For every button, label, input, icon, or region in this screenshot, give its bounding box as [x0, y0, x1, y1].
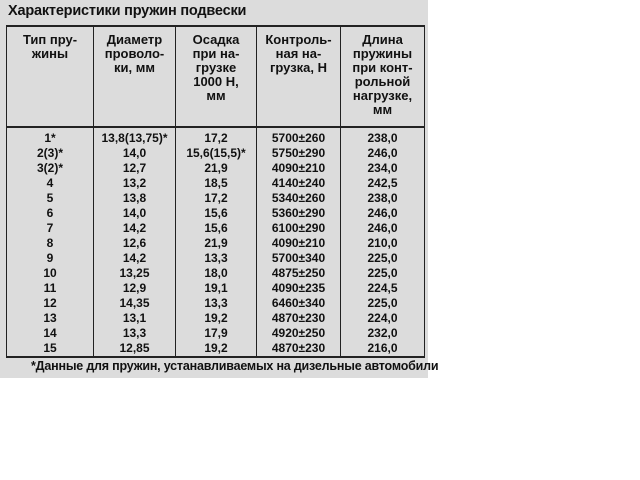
header-wire-diameter: Диаметр проволо- ки, мм — [104, 32, 165, 75]
cell-wire-diameter: 13,1 — [94, 311, 176, 326]
cell-wire-diameter: 13,3 — [94, 326, 176, 341]
table-row — [7, 266, 425, 281]
table-body — [7, 127, 425, 357]
header-spring-length: Длина пружины при конт- рольной нагрузке, мм — [352, 32, 413, 117]
cell-deflection: 13,3 — [176, 296, 257, 311]
cell-spring-length: 216,0 — [341, 341, 425, 357]
cell-deflection: 21,9 — [176, 236, 257, 251]
cell-spring-type: 11 — [7, 281, 94, 296]
table-row — [7, 161, 425, 176]
table-row — [7, 221, 425, 236]
header-spring-type: Тип пру- жины — [22, 32, 78, 61]
cell-spring-type: 1* — [7, 127, 94, 146]
cell-wire-diameter: 14,0 — [94, 206, 176, 221]
cell-deflection: 18,0 — [176, 266, 257, 281]
cell-spring-length: 225,0 — [341, 296, 425, 311]
cell-spring-length: 234,0 — [341, 161, 425, 176]
cell-control-load: 4870±230 — [257, 311, 341, 326]
cell-deflection: 15,6 — [176, 221, 257, 236]
cell-spring-length: 242,5 — [341, 176, 425, 191]
cell-deflection: 21,9 — [176, 161, 257, 176]
table-row — [7, 146, 425, 161]
table-row — [7, 296, 425, 311]
header-control-load: Контроль- ная на- грузка, Н — [265, 32, 332, 75]
header-cell — [94, 26, 176, 127]
header-cell — [7, 26, 94, 127]
cell-deflection: 17,2 — [176, 127, 257, 146]
table-row — [7, 326, 425, 341]
header-row — [7, 26, 425, 127]
cell-spring-type: 7 — [7, 221, 94, 236]
cell-deflection: 13,3 — [176, 251, 257, 266]
table-title: Характеристики пружин подвески — [8, 3, 247, 19]
cell-wire-diameter: 14,2 — [94, 251, 176, 266]
cell-spring-type: 13 — [7, 311, 94, 326]
cell-control-load: 4140±240 — [257, 176, 341, 191]
cell-spring-type: 2(3)* — [7, 146, 94, 161]
cell-spring-type: 12 — [7, 296, 94, 311]
cell-spring-length: 224,0 — [341, 311, 425, 326]
cell-spring-type: 15 — [7, 341, 94, 357]
cell-control-load: 5340±260 — [257, 191, 341, 206]
table-row — [7, 176, 425, 191]
footnote: *Данные для пружин, устанавливаемых на дизельные автомобили — [31, 359, 439, 373]
cell-wire-diameter: 13,8 — [94, 191, 176, 206]
cell-control-load: 4870±230 — [257, 341, 341, 357]
table-row — [7, 281, 425, 296]
table-row — [7, 127, 425, 146]
table-row — [7, 341, 425, 357]
cell-spring-type: 5 — [7, 191, 94, 206]
cell-wire-diameter: 13,2 — [94, 176, 176, 191]
cell-spring-type: 9 — [7, 251, 94, 266]
cell-control-load: 4875±250 — [257, 266, 341, 281]
cell-control-load: 5360±290 — [257, 206, 341, 221]
cell-spring-type: 4 — [7, 176, 94, 191]
cell-control-load: 4090±210 — [257, 161, 341, 176]
cell-spring-type: 8 — [7, 236, 94, 251]
header-cell — [257, 26, 341, 127]
cell-wire-diameter: 14,35 — [94, 296, 176, 311]
cell-control-load: 6460±340 — [257, 296, 341, 311]
cell-wire-diameter: 14,0 — [94, 146, 176, 161]
cell-spring-length: 225,0 — [341, 251, 425, 266]
cell-wire-diameter: 13,8(13,75)* — [94, 127, 176, 146]
springs-table — [6, 25, 425, 358]
cell-spring-length: 210,0 — [341, 236, 425, 251]
cell-deflection: 17,9 — [176, 326, 257, 341]
cell-wire-diameter: 14,2 — [94, 221, 176, 236]
cell-spring-type: 6 — [7, 206, 94, 221]
cell-spring-type: 14 — [7, 326, 94, 341]
cell-wire-diameter: 12,7 — [94, 161, 176, 176]
cell-control-load: 6100±290 — [257, 221, 341, 236]
cell-spring-length: 246,0 — [341, 146, 425, 161]
cell-deflection: 19,2 — [176, 341, 257, 357]
table-row — [7, 191, 425, 206]
cell-wire-diameter: 12,6 — [94, 236, 176, 251]
cell-spring-length: 238,0 — [341, 191, 425, 206]
cell-control-load: 4090±235 — [257, 281, 341, 296]
header-cell — [341, 26, 425, 127]
cell-wire-diameter: 12,85 — [94, 341, 176, 357]
cell-spring-length: 224,5 — [341, 281, 425, 296]
cell-spring-type: 10 — [7, 266, 94, 281]
cell-control-load: 4920±250 — [257, 326, 341, 341]
cell-spring-length: 238,0 — [341, 127, 425, 146]
cell-deflection: 17,2 — [176, 191, 257, 206]
cell-deflection: 15,6(15,5)* — [176, 146, 257, 161]
cell-control-load: 4090±210 — [257, 236, 341, 251]
cell-control-load: 5700±340 — [257, 251, 341, 266]
table-row — [7, 251, 425, 266]
table-row — [7, 206, 425, 221]
cell-spring-type: 3(2)* — [7, 161, 94, 176]
header-cell — [176, 26, 257, 127]
cell-deflection: 19,1 — [176, 281, 257, 296]
header-deflection: Осадка при на- грузке 1000 Н, мм — [192, 32, 240, 103]
cell-spring-length: 225,0 — [341, 266, 425, 281]
cell-spring-length: 232,0 — [341, 326, 425, 341]
cell-deflection: 15,6 — [176, 206, 257, 221]
cell-spring-length: 246,0 — [341, 221, 425, 236]
cell-deflection: 19,2 — [176, 311, 257, 326]
cell-wire-diameter: 13,25 — [94, 266, 176, 281]
table-row — [7, 236, 425, 251]
cell-wire-diameter: 12,9 — [94, 281, 176, 296]
table-row — [7, 311, 425, 326]
cell-control-load: 5750±290 — [257, 146, 341, 161]
cell-control-load: 5700±260 — [257, 127, 341, 146]
cell-spring-length: 246,0 — [341, 206, 425, 221]
cell-deflection: 18,5 — [176, 176, 257, 191]
